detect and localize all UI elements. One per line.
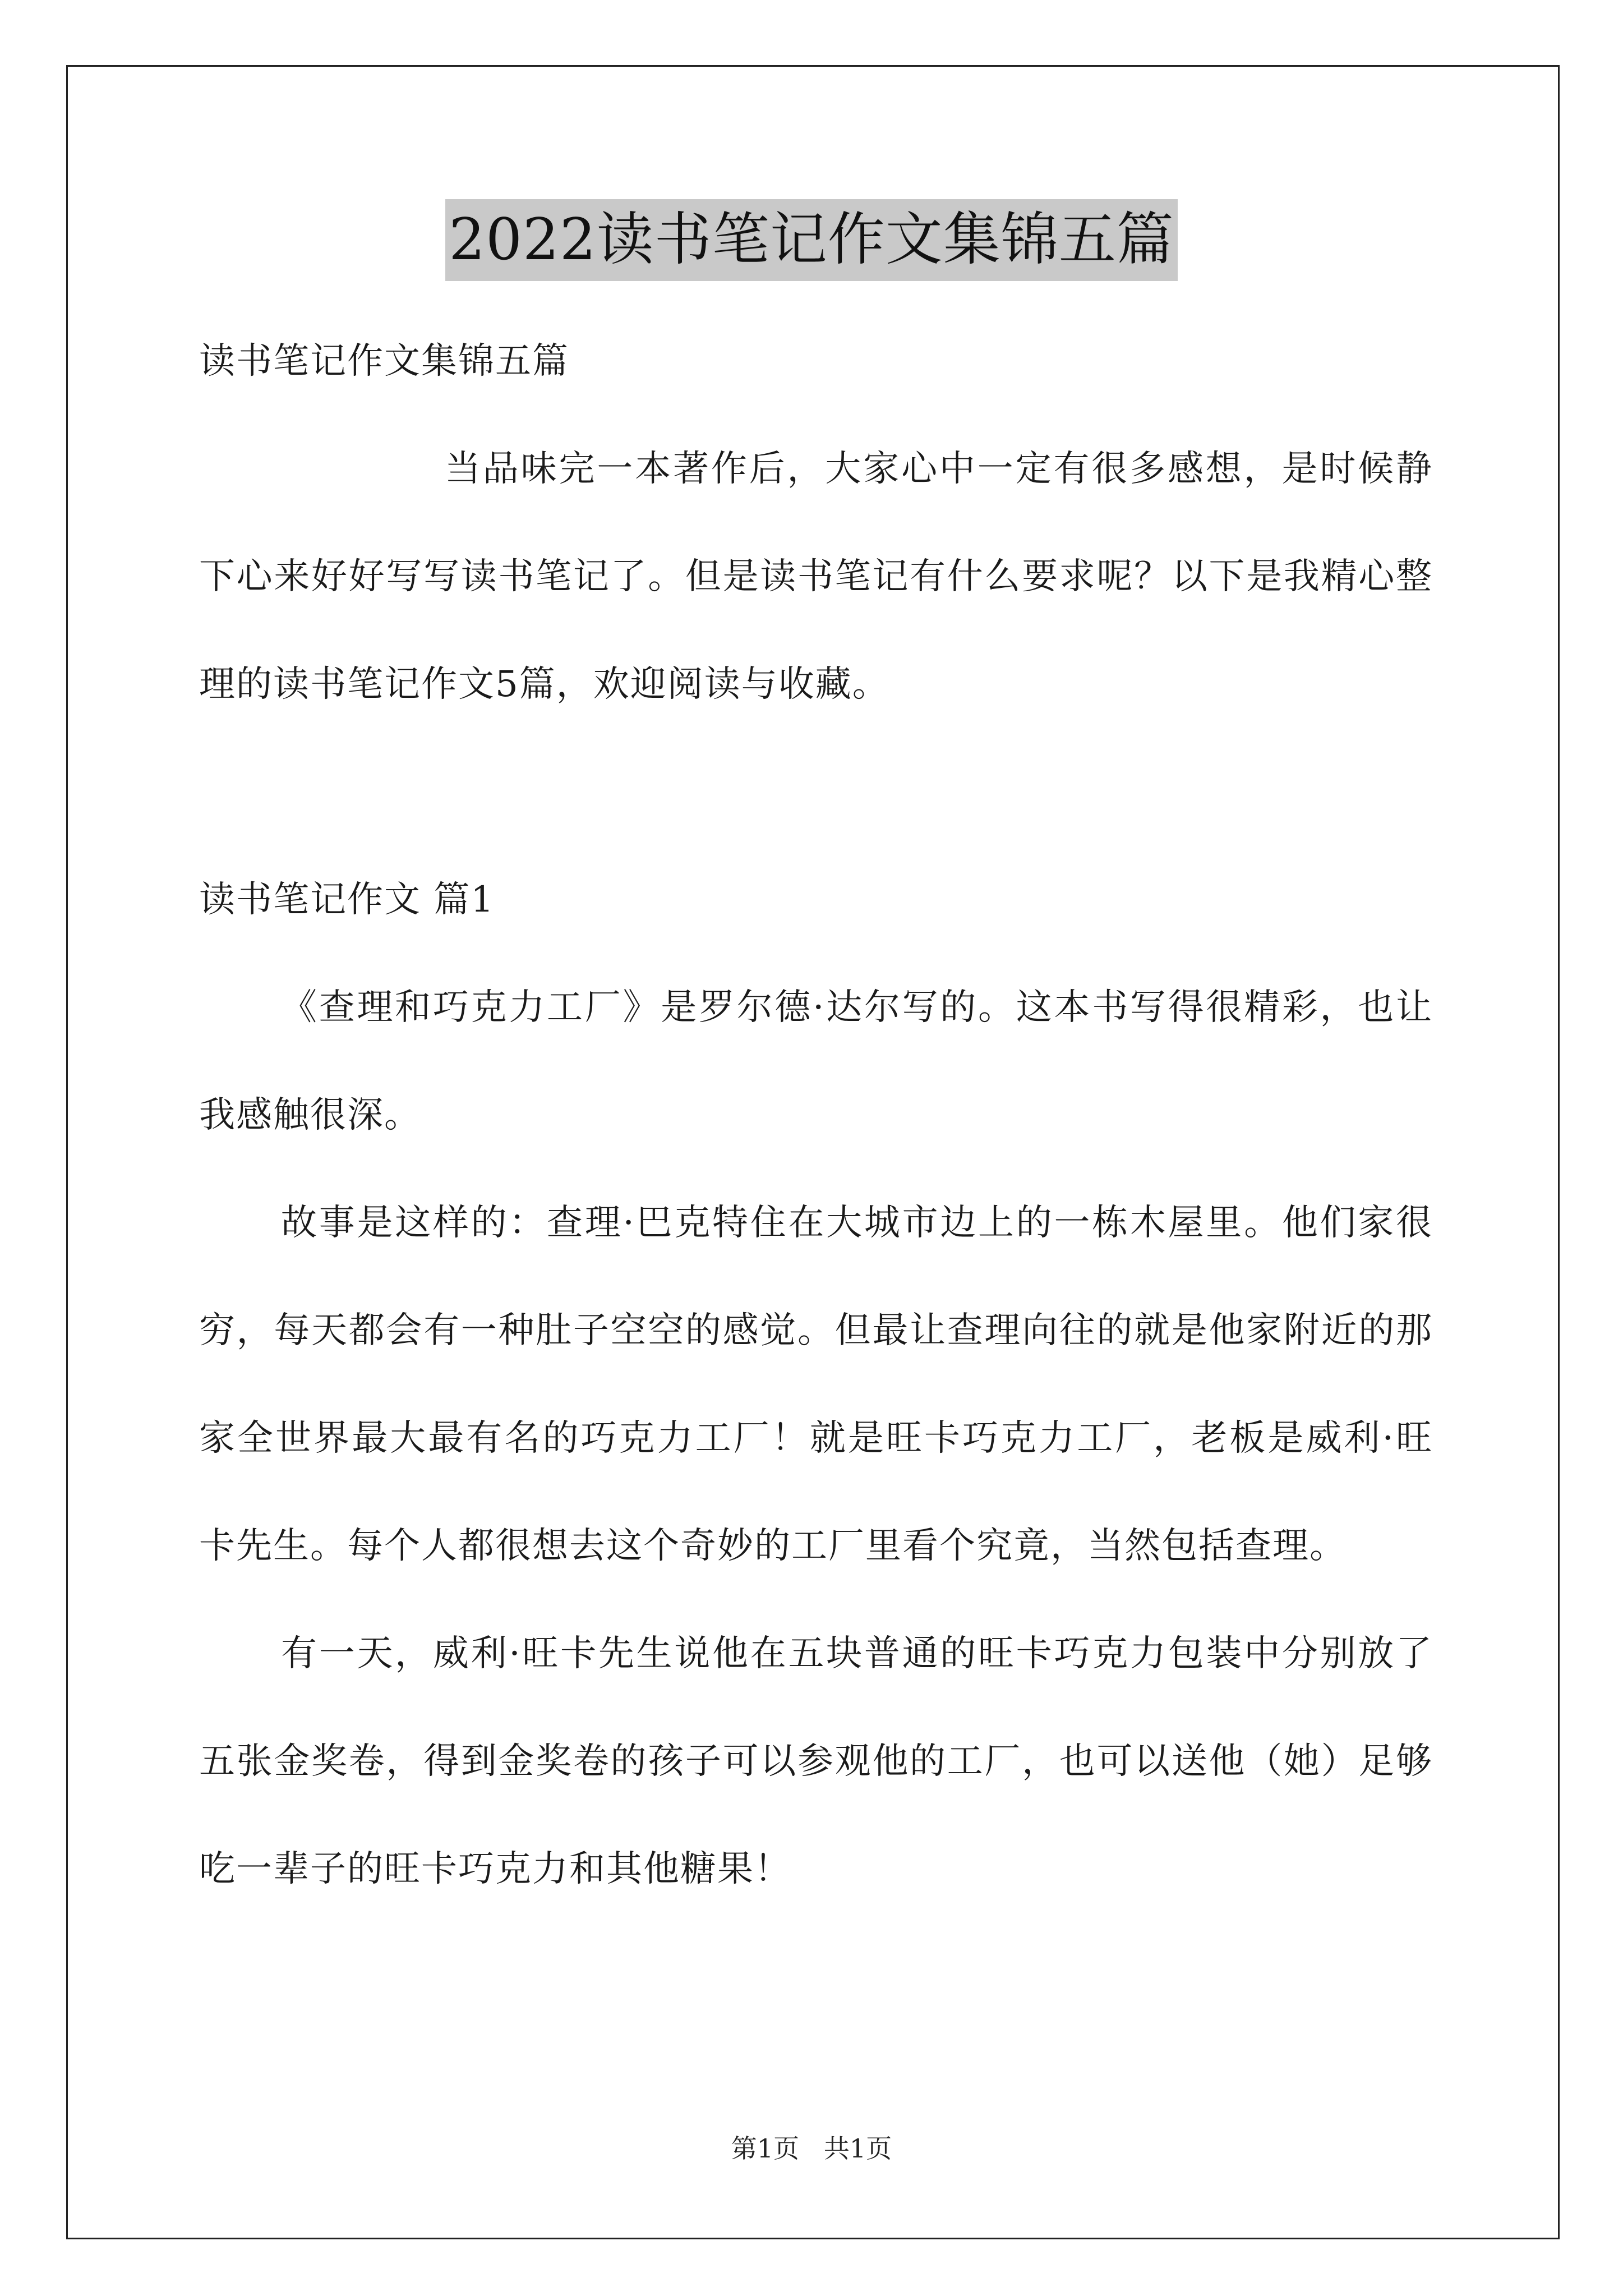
page-footer: 第1页 共1页 <box>731 2133 892 2164</box>
title-container <box>0 199 1623 281</box>
intro-paragraph: 当品味完一本著作后，大家心中一定有很多感想，是时候静下心来好好写写读书笔记了。但是读书笔记有什么要求呢？以下是我精心整理的读书笔记作文5篇，欢迎阅读与收藏。 <box>199 448 1433 705</box>
document-body <box>199 307 1433 1923</box>
body-paragraph: 有一天，威利·旺卡先生说他在五块普通的旺卡巧克力包装中分别放了五张金奖卷，得到金奖卷的孩子可以参观他的工厂，也可以送他（她）足够吃一辈子的旺卡巧克力和其他糖果！ <box>199 1633 1433 1890</box>
document-title: 2022读书笔记作文集锦五篇 <box>445 199 1178 281</box>
document-subtitle: 读书笔记作文集锦五篇 <box>199 341 569 382</box>
blank-line <box>199 738 1433 846</box>
section-heading: 读书笔记作文 篇1 <box>199 879 495 921</box>
body-paragraph: 《查理和巧克力工厂》是罗尔德·达尔写的。这本书写得很精彩，也让我感触很深。 <box>199 987 1433 1136</box>
body-paragraph: 故事是这样的：查理·巴克特住在大城市边上的一栋木屋里。他们家很穷，每天都会有一种肚子空空的感觉。但最让查理向往的就是他家附近的那家全世界最大最有名的巧克力工厂！就是旺卡巧克力工厂，老板是威利·旺卡先生。每个人都很想去这个奇妙的工厂里看个究竟，当然包括查理。 <box>199 1202 1433 1567</box>
